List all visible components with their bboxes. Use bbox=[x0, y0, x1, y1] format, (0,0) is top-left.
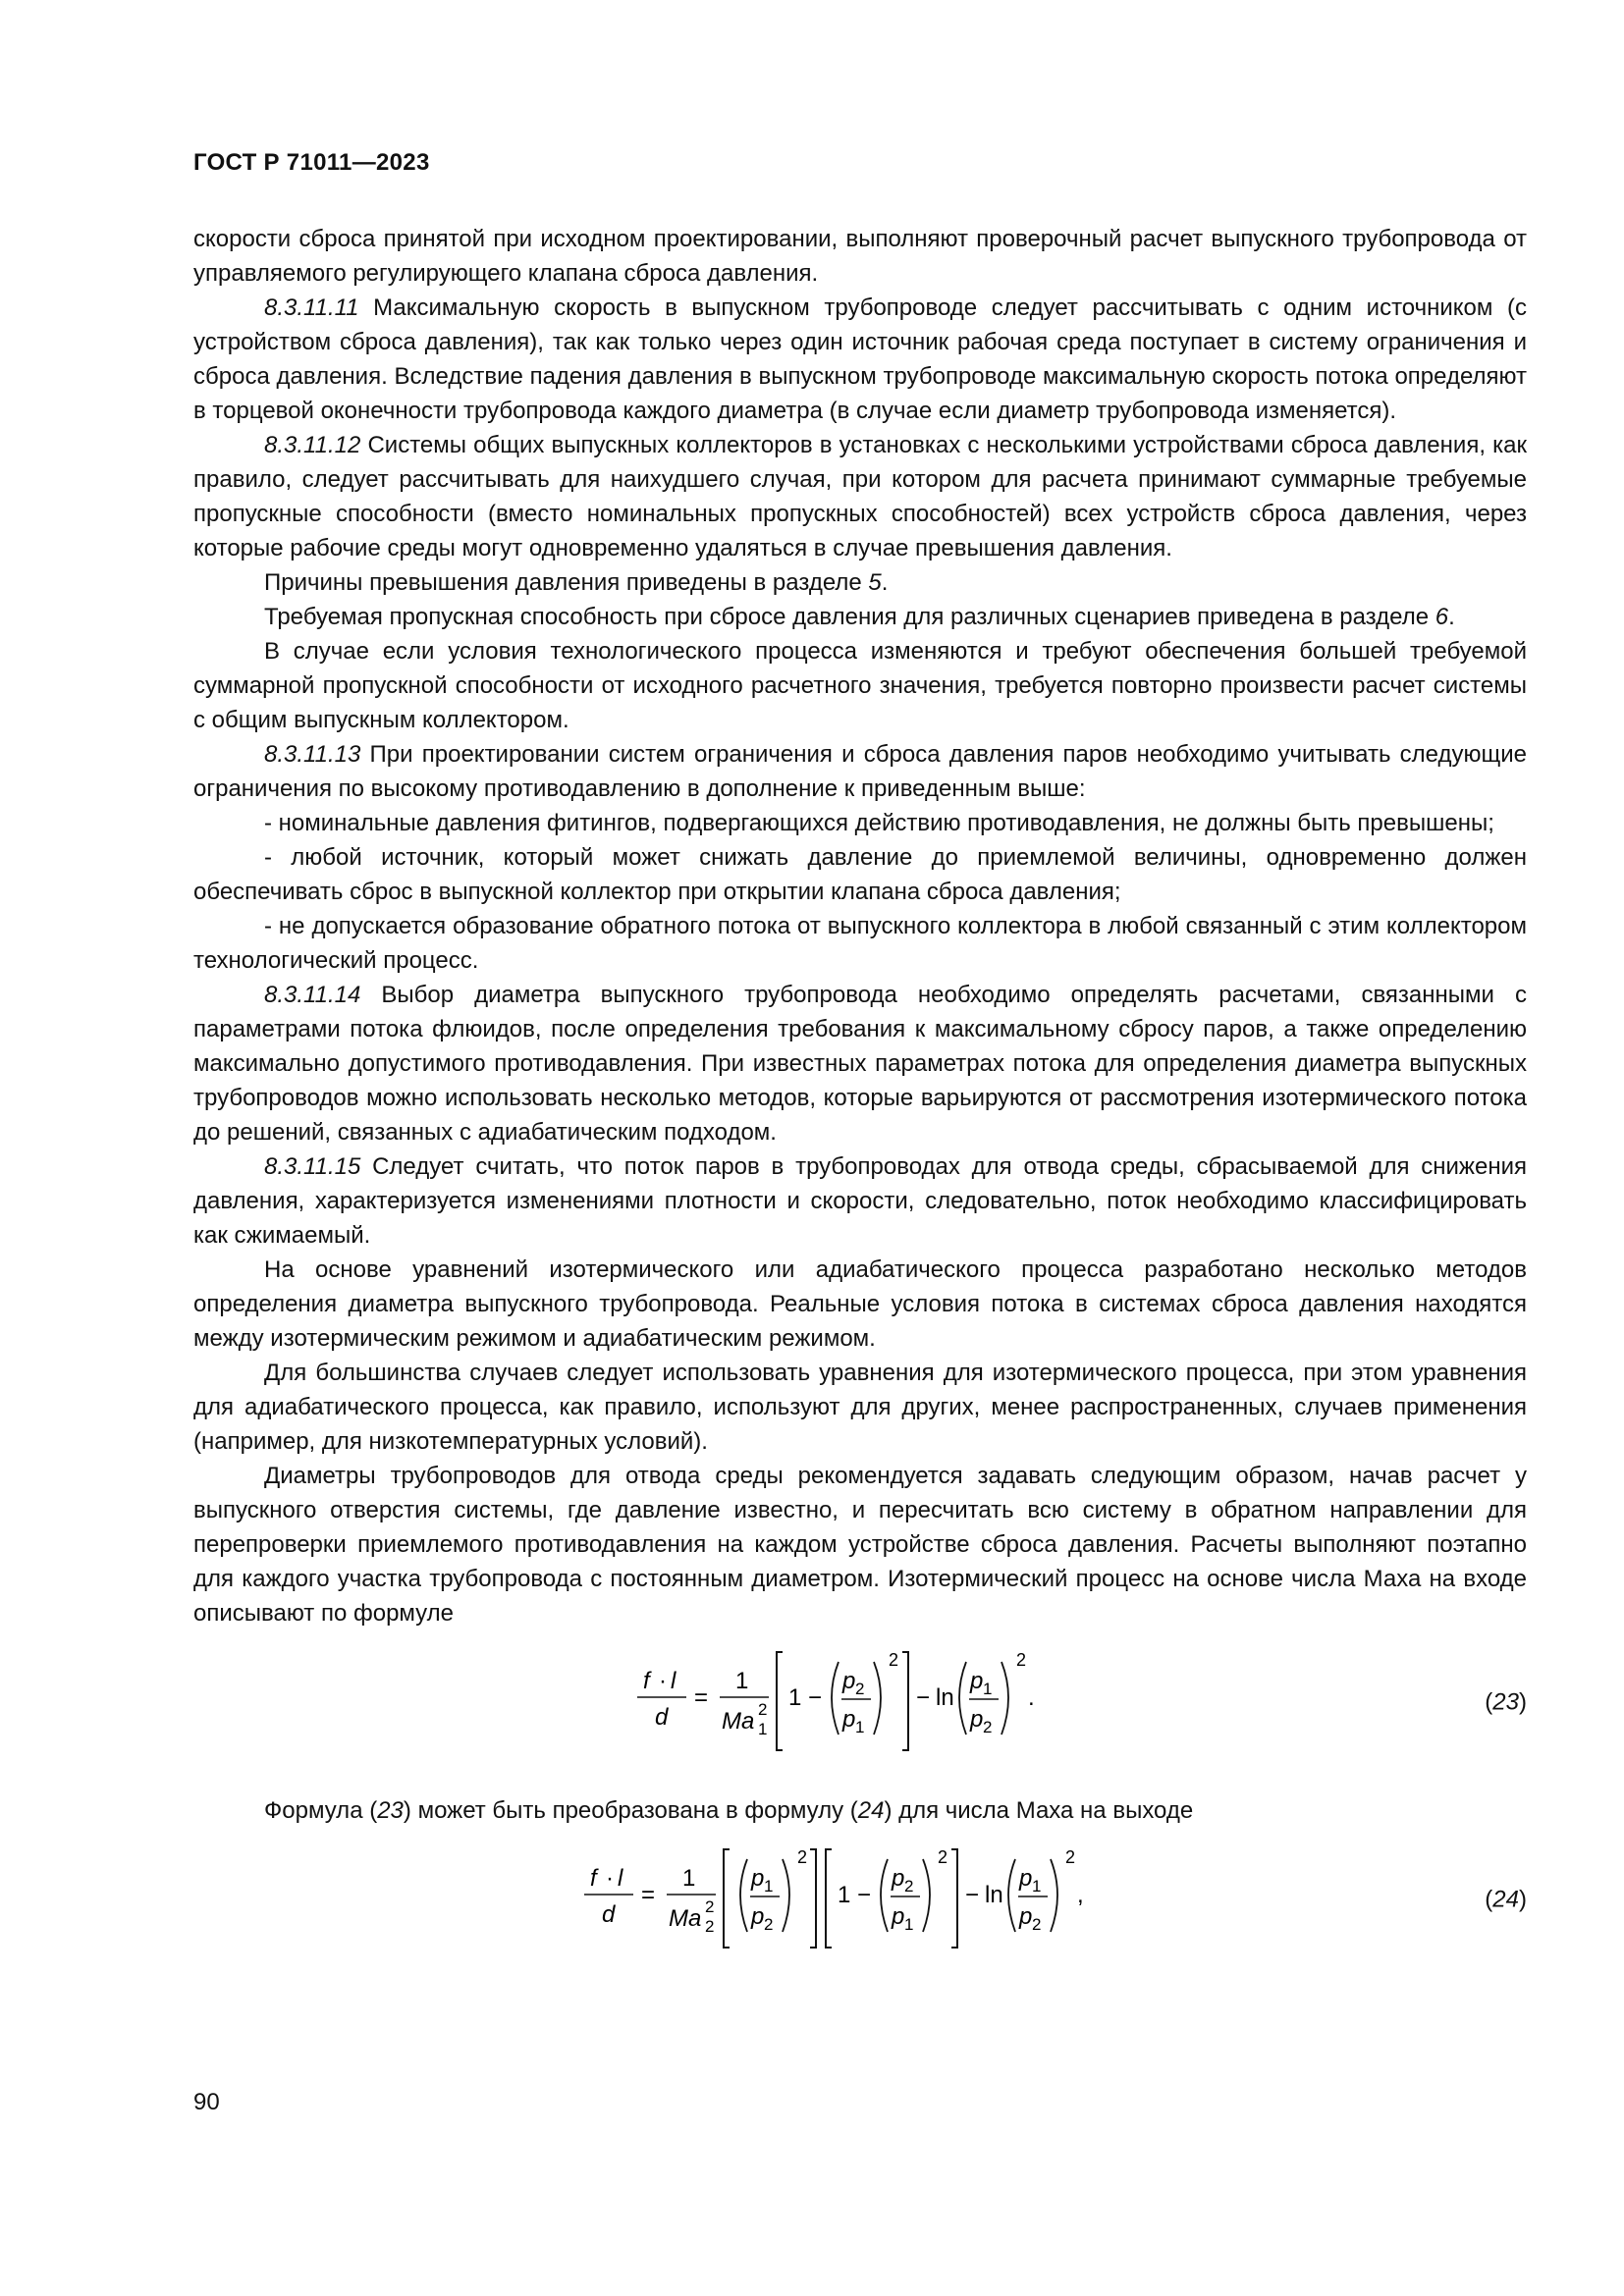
text-part: ) для числа Маха на выходе bbox=[884, 1797, 1194, 1824]
right-bracket bbox=[810, 1849, 816, 1948]
formula-ref: 23 bbox=[377, 1797, 404, 1824]
p1-subscript: 1 bbox=[764, 1877, 774, 1896]
equation-number-value: 23 bbox=[1492, 1688, 1519, 1716]
paragraph-text: Системы общих выпускных коллекторов в установках с несколькими устройствами сброса давления, как правило, следует рассчитывать для наихудшего случая, при котором для расчета принимают суммарные требуемые пропускные способности (вместо номинальных пропускных способностей) всех устройств сброса давления, через которые рабочие среды могут одновременно удаляться в случае превышения давления. bbox=[193, 432, 1527, 561]
paragraph-text: В случае если условия технологического процесса изменяются и требуют обеспечения большей требуемой суммарной пропускной способности от исходного расчетного значения, требуется повторно произвести расчет системы с общим выпускным коллектором. bbox=[193, 638, 1527, 733]
numerator-one: 1 bbox=[682, 1865, 696, 1892]
comma: , bbox=[1077, 1882, 1084, 1908]
f-symbol: f bbox=[590, 1865, 597, 1892]
left-bracket bbox=[826, 1849, 832, 1948]
paragraph-text: Для большинства случаев следует использовать уравнения для изотермического процесса, при этом уравнения для адиабатического процесса, как правило, используют для других, менее распространенных, случаев применения (например, для низкотемпературных условий). bbox=[193, 1360, 1527, 1455]
paragraph-5 bbox=[193, 600, 1527, 634]
right-paren bbox=[783, 1859, 789, 1932]
section-ref: 6 bbox=[1435, 604, 1449, 630]
ln-symbol: ln bbox=[985, 1882, 1003, 1908]
right-bracket bbox=[951, 1849, 957, 1948]
p2-symbol: p bbox=[892, 1865, 905, 1892]
p1-symbol: p bbox=[1019, 1865, 1033, 1892]
clause-8-3-11-15 bbox=[193, 1149, 1527, 1253]
document-body bbox=[193, 222, 1527, 1957]
paragraph-6 bbox=[193, 634, 1527, 737]
p1-subscript: 1 bbox=[983, 1680, 993, 1698]
minus-sign: − bbox=[916, 1684, 931, 1711]
right-paren bbox=[1001, 1662, 1008, 1735]
formula-transition-text bbox=[193, 1793, 1527, 1828]
paragraph-tail: . bbox=[881, 569, 889, 596]
p2-subscript: 2 bbox=[983, 1718, 993, 1736]
p2-subscript: 2 bbox=[764, 1915, 774, 1934]
dot-symbol: · bbox=[606, 1865, 614, 1892]
d-symbol: d bbox=[655, 1704, 669, 1731]
clause-number: 8.3.11.12 bbox=[264, 432, 361, 458]
left-paren bbox=[740, 1859, 747, 1932]
equals-sign: = bbox=[694, 1684, 709, 1711]
paragraph-15 bbox=[193, 1459, 1527, 1630]
p2-symbol: p bbox=[1019, 1903, 1033, 1930]
p1-subscript: 1 bbox=[904, 1915, 914, 1934]
paren-exponent: 2 bbox=[938, 1847, 948, 1867]
section-ref: 5 bbox=[868, 569, 882, 596]
paragraph-text: - не допускается образование обратного потока от выпускного коллектора в любой связанный с этим коллектором технологический процесс. bbox=[193, 913, 1527, 974]
formula-ref: 24 bbox=[857, 1797, 885, 1824]
p1-subscript: 1 bbox=[855, 1718, 865, 1736]
dot-symbol: · bbox=[659, 1668, 667, 1694]
paragraph-4 bbox=[193, 565, 1527, 600]
equation-number-value: 24 bbox=[1492, 1886, 1519, 1913]
list-item-2 bbox=[193, 840, 1527, 909]
mach-subscript: 1 bbox=[758, 1720, 768, 1738]
p1-symbol: p bbox=[970, 1668, 984, 1694]
left-paren bbox=[881, 1859, 888, 1932]
l-symbol: l bbox=[671, 1668, 677, 1694]
formula-24-graphic bbox=[582, 1842, 1132, 1957]
paragraph-text: скорости сброса принятой при исходном проектировании, выполняют проверочный расчет выпускного трубопровода от управляемого регулирующего клапана сброса давления. bbox=[193, 226, 1527, 287]
one-term: 1 bbox=[788, 1684, 802, 1711]
paragraph-text: Следует считать, что поток паров в трубопроводах для отвода среды, сбрасываемой для снижения давления, характеризуется изменениями плотности и скорости, следовательно, поток необходимо классифицировать как сжимаемый. bbox=[193, 1153, 1527, 1249]
p2-subscript: 2 bbox=[1032, 1915, 1042, 1934]
formula-24 bbox=[193, 1842, 1527, 1957]
p1-symbol: p bbox=[842, 1706, 856, 1733]
clause-number: 8.3.11.14 bbox=[264, 982, 361, 1008]
text-part: ) может быть преобразована в формулу ( bbox=[403, 1797, 858, 1824]
clause-number: 8.3.11.13 bbox=[264, 741, 361, 768]
list-item-3 bbox=[193, 909, 1527, 978]
equals-sign: = bbox=[641, 1882, 656, 1908]
paragraph-text: Диаметры трубопроводов для отвода среды рекомендуется задавать следующим образом, начав расчет у выпускного отверстия системы, где давление известно, и пересчитать всю систему в обратном направлении для перепроверки приемлемого противодавления на каждом устройстве сброса давления. Расчеты выполняют поэтапно для каждого участка трубопровода с постоянным диаметром. Изотермический процесс на основе числа Маха на входе описывают по формуле bbox=[193, 1463, 1527, 1627]
paren-exponent: 2 bbox=[1016, 1650, 1027, 1670]
clause-8-3-11-13 bbox=[193, 737, 1527, 806]
paragraph-text: - любой источник, который может снижать давление до приемлемой величины, одновременно должен обеспечивать сброс в выпускной коллектор при открытии клапана сброса давления; bbox=[193, 844, 1527, 905]
right-bracket bbox=[902, 1652, 908, 1750]
right-paren bbox=[874, 1662, 881, 1735]
left-bracket bbox=[724, 1849, 730, 1948]
p1-subscript: 1 bbox=[1032, 1877, 1042, 1896]
paragraph-tail: . bbox=[1448, 604, 1455, 630]
paragraph-text: Требуемая пропускная способность при сбросе давления для различных сценариев приведена в разделе bbox=[264, 604, 1435, 630]
paragraph-text: Причины превышения давления приведены в разделе bbox=[264, 569, 869, 596]
f-symbol: f bbox=[643, 1668, 650, 1694]
mach-symbol: Ma bbox=[722, 1708, 755, 1735]
clause-number: 8.3.11.15 bbox=[264, 1153, 361, 1180]
paragraph-text: Выбор диаметра выпускного трубопровода необходимо определять расчетами, связанными с параметрами потока флюидов, после определения требования к максимальному сбросу паров, а также определению максимально допустимого противодавления. При известных параметрах потока для определения диаметра выпускных трубопроводов можно использовать несколько методов, которые варьируются от рассмотрения изотермического потока до решений, связанных с адиабатическим подходом. bbox=[193, 982, 1527, 1146]
minus-sign: − bbox=[808, 1684, 823, 1711]
minus-sign: − bbox=[965, 1882, 980, 1908]
ln-symbol: ln bbox=[936, 1684, 954, 1711]
paragraph-text: Максимальную скорость в выпускном трубопроводе следует рассчитывать с одним источником (с устройством сброса давления), так как только через один источник рабочая среда поступает в систему ограничения и сброса давления. Вследствие падения давления в выпускном трубопроводе максимальную скорость потока определяют в торцевой оконечности трубопровода каждого диаметра (в случае если диаметр трубопровода изменяется). bbox=[193, 294, 1527, 424]
paren-exponent: 2 bbox=[1065, 1847, 1076, 1867]
formula-23-graphic bbox=[635, 1644, 1067, 1760]
p1-symbol: p bbox=[892, 1903, 905, 1930]
clause-8-3-11-12 bbox=[193, 428, 1527, 565]
p2-subscript: 2 bbox=[855, 1680, 865, 1698]
clause-8-3-11-14 bbox=[193, 978, 1527, 1149]
paragraph-text: - номинальные давления фитингов, подвергающихся действию противодавления, не должны быть превышены; bbox=[264, 810, 1494, 836]
document-code: ГОСТ Р 71011—2023 bbox=[193, 149, 430, 176]
paren-exponent: 2 bbox=[889, 1650, 899, 1670]
mach-superscript: 2 bbox=[705, 1897, 715, 1916]
p1-symbol: p bbox=[751, 1865, 765, 1892]
l-symbol: l bbox=[618, 1865, 623, 1892]
equation-number: (24) bbox=[1485, 1886, 1527, 1913]
mach-subscript: 2 bbox=[705, 1917, 715, 1936]
p2-subscript: 2 bbox=[904, 1877, 914, 1896]
list-item-1 bbox=[193, 806, 1527, 840]
paren-exponent: 2 bbox=[797, 1847, 808, 1867]
paragraph-text: При проектировании систем ограничения и сброса давления паров необходимо учитывать следующие ограничения по высокому противодавлению в дополнение к приведенным выше: bbox=[193, 741, 1527, 802]
p2-symbol: p bbox=[842, 1668, 856, 1694]
left-paren bbox=[959, 1662, 966, 1735]
paragraph-13 bbox=[193, 1253, 1527, 1356]
clause-number: 8.3.11.11 bbox=[264, 294, 359, 321]
left-paren bbox=[832, 1662, 839, 1735]
formula-23 bbox=[193, 1644, 1527, 1760]
mach-symbol: Ma bbox=[669, 1905, 702, 1932]
paragraph-1 bbox=[193, 222, 1527, 291]
equation-number: (23) bbox=[1485, 1688, 1527, 1716]
right-paren bbox=[923, 1859, 930, 1932]
text-part: Формула ( bbox=[264, 1797, 378, 1824]
clause-8-3-11-11 bbox=[193, 291, 1527, 428]
numerator-one: 1 bbox=[735, 1668, 749, 1694]
p2-symbol: p bbox=[970, 1706, 984, 1733]
left-bracket bbox=[777, 1652, 783, 1750]
page-number: 90 bbox=[193, 2089, 220, 2115]
mach-superscript: 2 bbox=[758, 1700, 768, 1719]
paragraph-14 bbox=[193, 1356, 1527, 1459]
one-term: 1 bbox=[838, 1882, 851, 1908]
right-paren bbox=[1051, 1859, 1057, 1932]
left-paren bbox=[1008, 1859, 1015, 1932]
period: . bbox=[1028, 1684, 1035, 1711]
p2-symbol: p bbox=[751, 1903, 765, 1930]
minus-sign: − bbox=[857, 1882, 872, 1908]
paragraph-text: На основе уравнений изотермического или адиабатического процесса разработано несколько методов определения диаметра выпускного трубопровода. Реальные условия потока в системах сброса давления находятся между изотермическим режимом и адиабатическим режимом. bbox=[193, 1256, 1527, 1352]
d-symbol: d bbox=[602, 1901, 616, 1928]
